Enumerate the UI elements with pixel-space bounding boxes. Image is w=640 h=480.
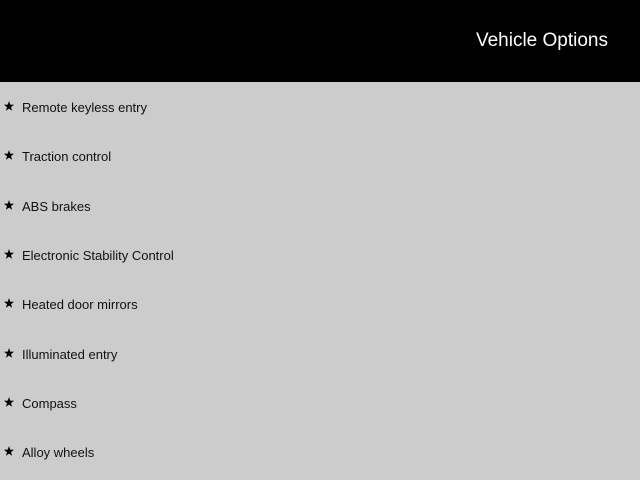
list-item [0, 149, 640, 169]
star-icon [4, 446, 14, 456]
list-item [0, 297, 640, 317]
option-label: Alloy wheels [22, 445, 95, 460]
list-item [0, 100, 640, 120]
star-icon [4, 101, 14, 111]
option-label: Illuminated entry [22, 347, 118, 362]
page-title: Vehicle Options [475, 30, 608, 51]
list-item [0, 445, 640, 465]
list-item [0, 248, 640, 268]
option-label: Remote keyless entry [22, 100, 147, 115]
star-icon [4, 200, 14, 210]
option-label: Traction control [22, 149, 112, 164]
option-label: Electronic Stability Control [22, 248, 174, 263]
header-bar [0, 0, 640, 82]
list-item [0, 199, 640, 219]
list-item [0, 396, 640, 416]
option-label: Heated door mirrors [22, 297, 138, 312]
star-icon [4, 249, 14, 259]
option-label: ABS brakes [22, 199, 91, 214]
star-icon [4, 348, 14, 358]
star-icon [4, 397, 14, 407]
star-icon [4, 150, 14, 160]
star-icon [4, 298, 14, 308]
list-item [0, 347, 640, 367]
option-label: Compass [22, 396, 77, 411]
